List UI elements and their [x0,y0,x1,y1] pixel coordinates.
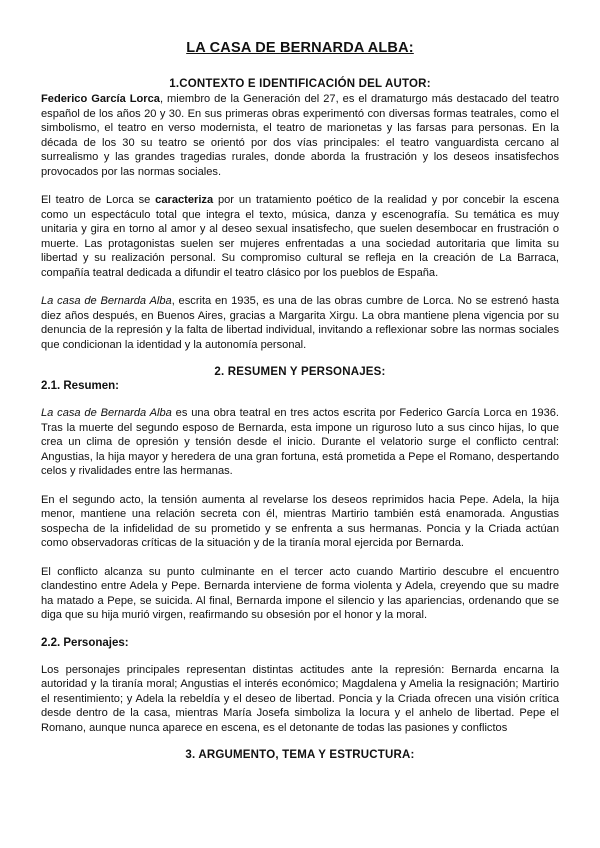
section-1-paragraph-1: Federico García Lorca, miembro de la Generación del 27, es el dramaturgo más destacado del teatro español de los años 20 y 30. En sus primeras obras experimentó con diversas formas teatrales, como el simbolismo, el teatro en verso modernista, el teatro de marionetas y las farsas para personas. En la década de los 30 su teatro se orientó por dos vías principales: el teatro vanguardista cercano al surrealismo y las grandes tragedias rurales, donde aborda la frustración y los deseos insatisfechos provocados por las normas sociales. [41,93,559,178]
section-2-paragraph-4: Los personajes principales representan distintas actitudes ante la represión: Bernarda encarna la autoridad y la tiranía moral; Angustias el interés económico; Magdalena y Amelia la resignación; Martirio el resentimiento; y Adela la rebeldía y el deseo de libertad. Poncia y la Criada ofrecen una visión crítica desde dentro de la casa, mientras María Josefa simboliza la locura y el anhelo de libertad. Pepe el Romano, aunque nunca aparece en escena, es el detonante de todas las pasiones y conflictos [41,663,559,734]
subsection-personajes-heading: 2.2. Personajes: [41,636,129,649]
document-page [41,40,559,763]
section-2-heading: 2. RESUMEN Y PERSONAJES: [214,366,386,378]
author-name: Federico García Lorca [41,93,160,105]
section-1-paragraph-3: La casa de Bernarda Alba, escrita en 1935, es una de las obras cumbre de Lorca. No se estrenó hasta diez años después, en Buenos Aires, gracias a Margarita Xirgu. La obra mantiene plena vigencia por su denuncia de la represión y la falta de libertad individual, invitando a reflexionar sobre las normas sociales que condicionan la identidad y la autonomía personal. [41,295,560,351]
section-2-paragraph-1: La casa de Bernarda Alba es una obra teatral en tres actos escrita por Federico García Lorca en 1936. Tras la muerte del segundo esposo de Bernarda, esta impone un riguroso luto a sus cinco hijas, lo que crea un clima de opresión y tensión desde el inicio. Durante el velatorio surge el conflicto central: Angustias, la hija mayor y heredera de una gran fortuna, está prometida a Pepe el Romano, despertando celos y rivalidades entre las hermanas. [41,407,559,477]
work-title: La casa de Bernarda Alba [41,295,172,307]
section-1-paragraph-2: El teatro de Lorca se caracteriza por un tratamiento poético de la realidad y por concebir la escena como un espectáculo total que integra el texto, música, danza y escenografía. Su temática es muy unitaria y gira en torno al amor y al deseo sexual insatisfecho, que suelen desembocar en frustración o muerte. Las protagonistas suelen ser mujeres enfrentadas a una sociedad autoritaria que limita su libertad y su realización personal. Su compromiso cultural se refleja en la creación de La Barraca, compañía teatral dedicada a difundir el teatro clásico por los pueblos de España. [41,194,560,279]
subsection-resumen-heading: 2.1. Resumen: [41,380,119,392]
section-2-paragraph-3: El conflicto alcanza su punto culminante en el tercer acto cuando Martirio descubre el encuentro clandestino entre Adela y Pepe. Bernarda interviene de forma violenta y Adela, creyendo que su madre ha matado a Pepe, se suicida. Al final, Bernarda impone el silencio y las apariencias, ordenando que se diga que su hija murió virgen, reafirmando su obsesión por el honor y la moral. [41,565,559,621]
section-2-paragraph-2: En el segundo acto, la tensión aumenta al revelarse los deseos reprimidos hacia Pepe. Adela, la hija menor, mantiene una relación secreta con él, mientras Martirio también está enamorada. Angustias sospecha de la infidelidad de su prometido y se enfrenta a sus hermanas. Poncia y la Criada actúan como observadoras críticas de la situación y de la tiranía moral ejercida por Bernarda. [41,493,559,549]
section-3-heading: 3. ARGUMENTO, TEMA Y ESTRUCTURA: [185,749,415,761]
document-title: LA CASA DE BERNARDA ALBA: [186,40,414,56]
section-1-heading: 1.CONTEXTO E IDENTIFICACIÓN DEL AUTOR: [169,78,431,90]
